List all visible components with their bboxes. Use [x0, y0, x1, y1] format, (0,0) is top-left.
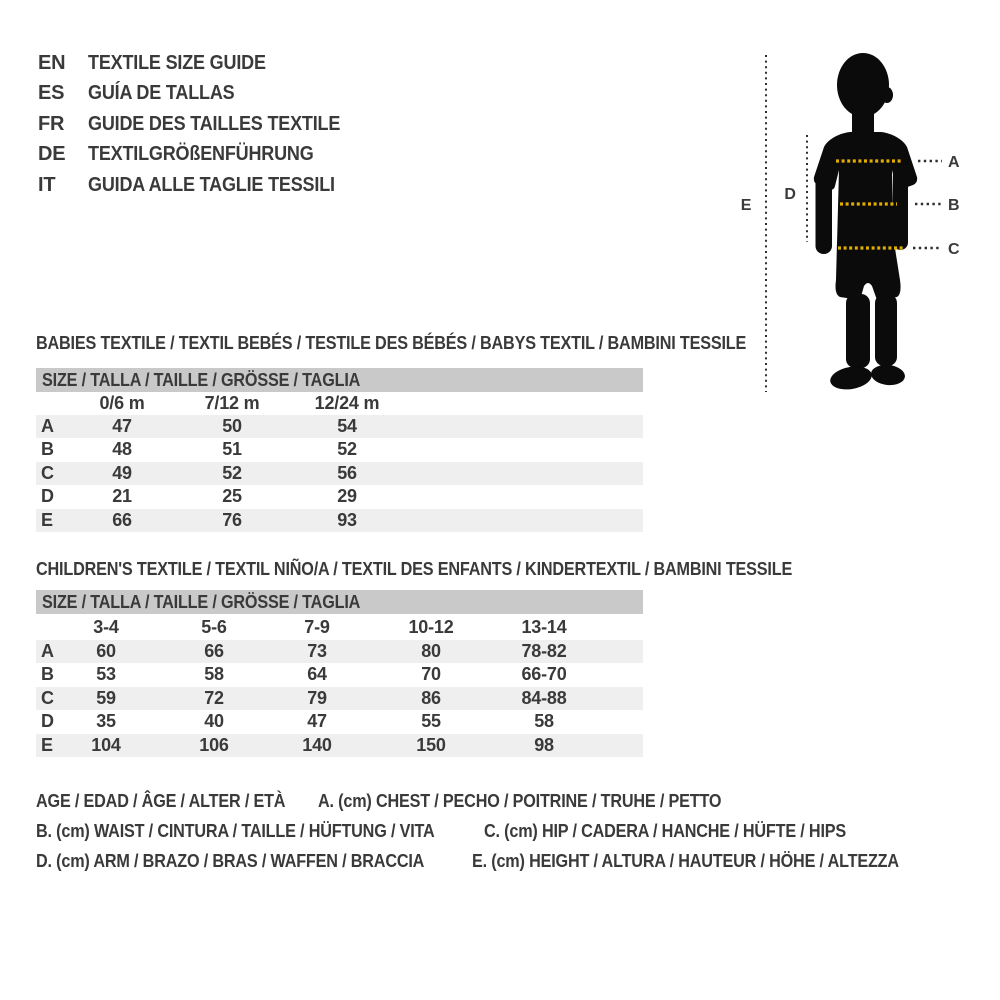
legend-waist: B. (cm) WAIST / CINTURA / TAILLE / HÜFTUNG / VITA	[36, 821, 435, 841]
cell: 79	[307, 687, 327, 708]
children-size-table	[36, 590, 643, 757]
cell: 40	[204, 711, 224, 732]
cell: 86	[421, 687, 441, 708]
column-header: 10-12	[408, 617, 454, 637]
cell: 35	[96, 711, 116, 732]
marker-a: A	[948, 154, 960, 171]
lang-row-en	[38, 48, 368, 78]
language-title-list	[38, 48, 368, 200]
table-row	[36, 485, 643, 508]
lang-title-es: GUÍA DE TALLAS	[88, 82, 235, 105]
cell: 150	[416, 734, 446, 755]
cell: 25	[222, 486, 242, 507]
row-label: D	[41, 711, 54, 732]
children-column-headers	[36, 614, 643, 640]
cell: 60	[96, 641, 116, 661]
cell: 84-88	[521, 687, 567, 708]
cell: 73	[307, 641, 327, 661]
lang-row-fr	[38, 109, 368, 139]
row-label: D	[41, 486, 54, 507]
marker-c: C	[948, 241, 960, 258]
children-section-title	[36, 558, 876, 580]
babies-column-headers	[36, 392, 643, 415]
babies-table-header-label: SIZE / TALLA / TAILLE / GRÖSSE / TAGLIA	[42, 370, 361, 390]
row-label: E	[41, 509, 53, 530]
lang-code-fr: FR	[38, 112, 65, 135]
table-row	[36, 462, 643, 485]
cell: 66	[204, 641, 224, 661]
cell: 104	[91, 734, 121, 755]
table-row	[36, 710, 643, 733]
row-label: B	[41, 439, 54, 460]
babies-section-title	[36, 332, 825, 354]
table-row	[36, 438, 643, 461]
legend-age: AGE / EDAD / ÂGE / ALTER / ETÀ	[36, 791, 286, 811]
row-label: A	[41, 641, 54, 661]
column-header: 7/12 m	[204, 393, 260, 413]
cell: 72	[204, 687, 224, 708]
legend-arm: D. (cm) ARM / BRAZO / BRAS / WAFFEN / BRACCIA	[36, 851, 425, 871]
cell: 78-82	[521, 641, 567, 661]
column-header: 0/6 m	[99, 393, 145, 413]
cell: 66	[112, 509, 132, 530]
column-header: 7-9	[304, 617, 330, 637]
row-label: A	[41, 416, 54, 436]
cell: 21	[112, 486, 132, 507]
lang-code-en: EN	[38, 52, 66, 74]
row-label: E	[41, 734, 53, 755]
cell: 54	[337, 416, 357, 436]
cell: 52	[337, 439, 357, 460]
cell: 47	[307, 711, 327, 732]
cell: 58	[204, 664, 224, 685]
cell: 70	[421, 664, 441, 685]
cell: 49	[112, 462, 132, 483]
table-row	[36, 687, 643, 710]
lang-row-de	[38, 139, 368, 169]
cell: 58	[534, 711, 554, 732]
measurement-legend	[36, 786, 1000, 876]
cell: 93	[337, 509, 357, 530]
cell: 52	[222, 462, 242, 483]
table-row	[36, 663, 643, 686]
child-silhouette	[814, 53, 917, 392]
legend-height: E. (cm) HEIGHT / ALTURA / HAUTEUR / HÖHE / ALTEZZA	[472, 851, 900, 871]
children-table-header-label: SIZE / TALLA / TAILLE / GRÖSSE / TAGLIA	[42, 592, 361, 612]
column-header: 5-6	[201, 617, 227, 637]
cell: 55	[421, 711, 441, 732]
cell: 29	[337, 486, 357, 507]
row-label: C	[41, 462, 54, 483]
column-header: 13-14	[521, 617, 567, 637]
children-table-header-bar	[36, 590, 643, 614]
lang-code-it: IT	[38, 173, 56, 196]
marker-b: B	[948, 197, 960, 214]
cell: 106	[199, 734, 229, 755]
lang-row-it	[38, 170, 368, 200]
cell: 66-70	[521, 664, 567, 685]
lang-code-es: ES	[38, 82, 65, 105]
table-row	[36, 509, 643, 532]
cell: 59	[96, 687, 116, 708]
cell: 64	[307, 664, 327, 685]
table-row	[36, 640, 643, 663]
lang-title-it: GUIDA ALLE TAGLIE TESSILI	[88, 173, 335, 196]
table-row	[36, 734, 643, 757]
babies-table-header-bar	[36, 368, 643, 392]
legend-chest: A. (cm) CHEST / PECHO / POITRINE / TRUHE / PETTO	[317, 791, 722, 811]
cell: 51	[222, 439, 242, 460]
marker-e: E	[740, 197, 752, 214]
cell: 53	[96, 664, 116, 685]
cell: 80	[421, 641, 441, 661]
cell: 47	[112, 416, 132, 436]
cell: 50	[222, 416, 242, 436]
cell: 48	[112, 439, 132, 460]
babies-size-table	[36, 368, 643, 532]
lang-title-fr: GUIDE DES TAILLES TEXTILE	[88, 112, 341, 135]
lang-code-de: DE	[38, 143, 66, 166]
children-section-title-text: CHILDREN'S TEXTILE / TEXTIL NIÑO/A / TEXTIL DES ENFANTS / KINDERTEXTIL / BAMBINI TESSILE	[36, 559, 793, 579]
lang-title-en: TEXTILE SIZE GUIDE	[88, 52, 266, 74]
cell: 56	[337, 462, 357, 483]
marker-d: D	[784, 186, 796, 203]
row-label: B	[41, 664, 54, 685]
cell: 140	[302, 734, 332, 755]
cell: 98	[534, 734, 554, 755]
table-row	[36, 415, 643, 438]
lang-title-de: TEXTILGRÖßENFÜHRUNG	[88, 143, 314, 166]
column-header: 3-4	[93, 617, 119, 637]
lang-row-es	[38, 78, 368, 108]
legend-hip: C. (cm) HIP / CADERA / HANCHE / HÜFTE / HIPS	[483, 821, 846, 841]
column-header: 12/24 m	[314, 393, 380, 413]
babies-section-title-text: BABIES TEXTILE / TEXTIL BEBÉS / TESTILE DES BÉBÉS / BABYS TEXTIL / BAMBINI TESSILE	[36, 333, 747, 353]
row-label: C	[41, 687, 54, 708]
cell: 76	[222, 509, 242, 530]
